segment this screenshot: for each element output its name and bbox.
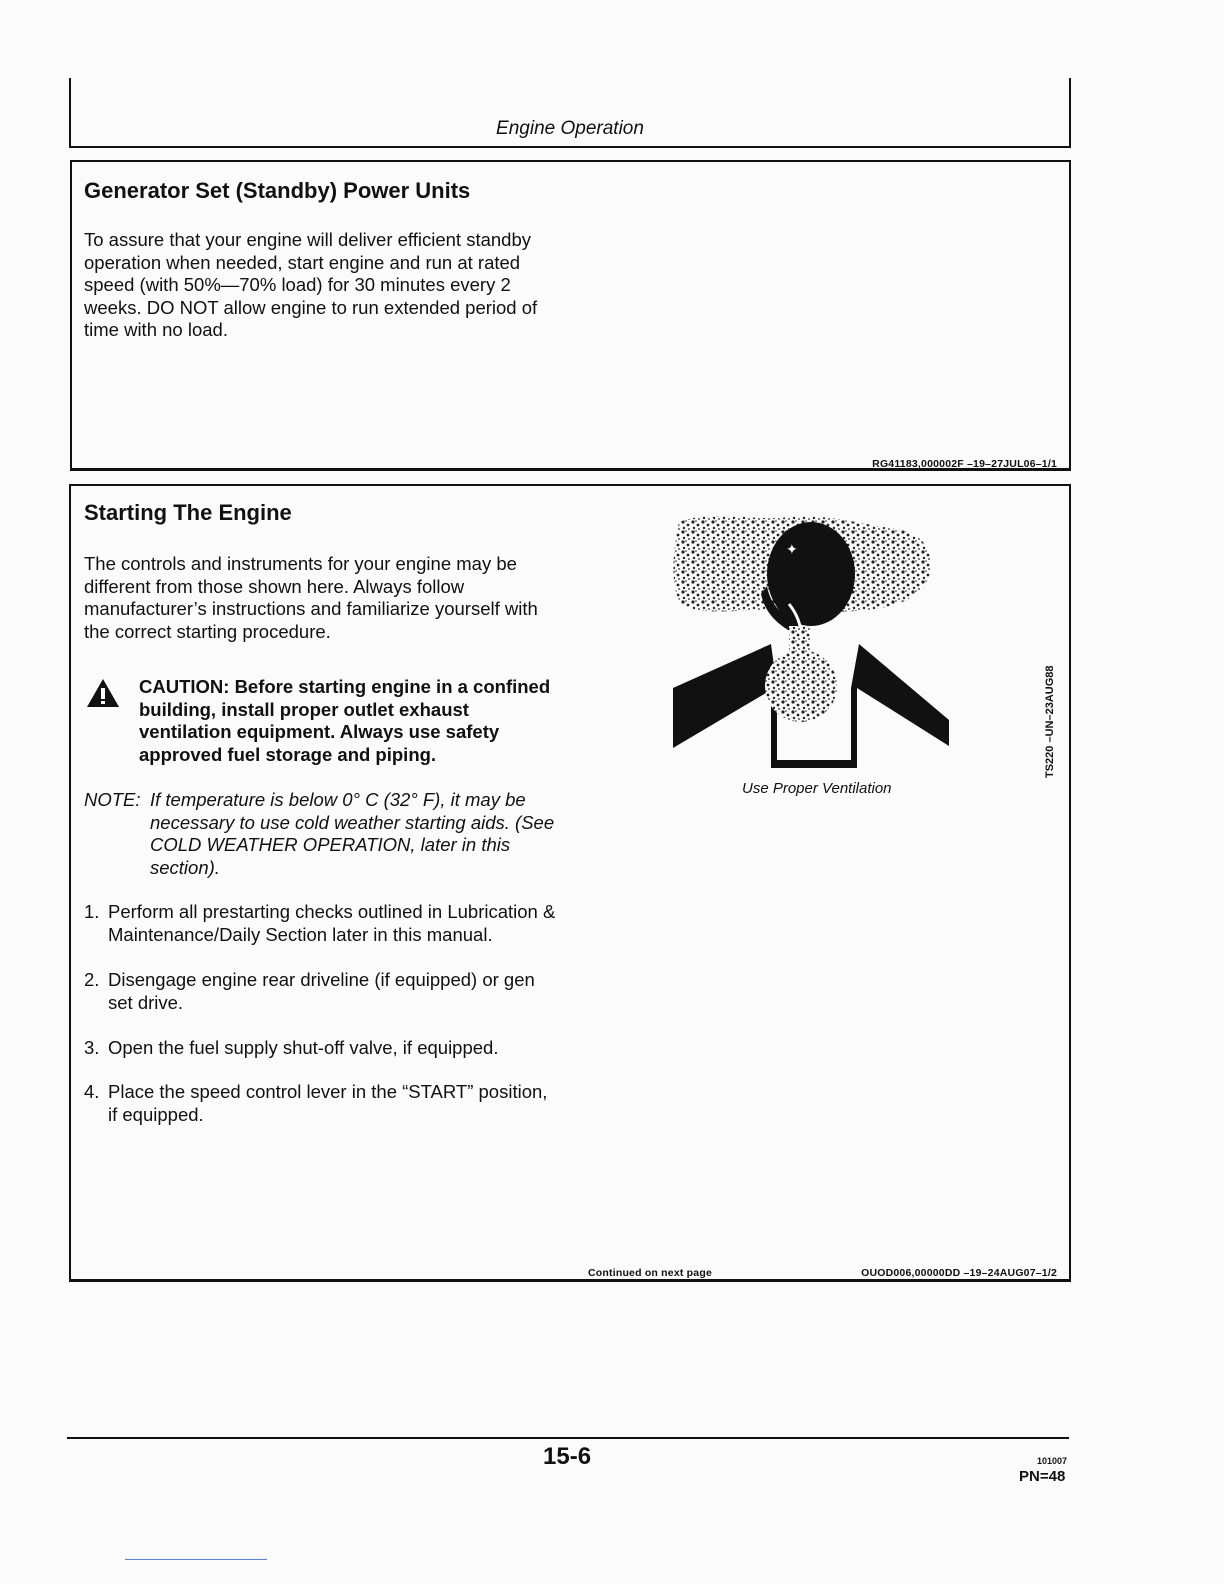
note-line: If temperature is below 0° C (32° F), it may be	[150, 789, 526, 810]
step-line: Disengage engine rear driveline (if equipped) or gen	[108, 969, 535, 990]
step-line: set drive.	[108, 991, 184, 1013]
ventilation-figure	[671, 510, 961, 770]
caution-statement	[139, 676, 589, 766]
step-number: 4.	[84, 1081, 100, 1102]
body-line: speed (with 50%—70% load) for 30 minutes every 2	[84, 274, 511, 295]
body-line: time with no load.	[84, 319, 228, 340]
note-body	[150, 789, 600, 879]
note-label: NOTE:	[84, 789, 141, 810]
step-text	[108, 969, 578, 1014]
svg-text:✦: ✦	[786, 542, 798, 558]
figure-caption: Use Proper Ventilation	[742, 780, 892, 797]
step-text	[108, 1081, 578, 1126]
step-line: Open the fuel supply shut-off valve, if equipped.	[108, 1037, 499, 1058]
pn-label: PN=48	[1019, 1468, 1066, 1485]
intro-line: different from those shown here. Always follow	[84, 575, 465, 597]
intro-line: The controls and instruments for your engine may be	[84, 553, 517, 574]
section-starting-engine	[69, 484, 1071, 1282]
caution-line: building, install proper outlet exhaust	[139, 698, 469, 720]
page-header-title: Engine Operation	[496, 118, 644, 139]
section-generator-set	[70, 160, 1071, 471]
date-code: 101007	[1037, 1456, 1068, 1466]
step-text	[108, 1037, 578, 1060]
intro-line: the correct starting procedure.	[84, 620, 331, 642]
page-number: 15-6	[543, 1443, 592, 1470]
continued-note: Continued on next page	[588, 1267, 712, 1279]
intro-line: manufacturer’s instructions and familiarize yourself with	[84, 598, 538, 619]
body-line: operation when needed, start engine and run at rated	[84, 251, 521, 273]
caution-line: CAUTION: Before starting engine in a confined	[139, 676, 551, 697]
warning-triangle-icon	[86, 678, 120, 708]
header-bottom-rule	[69, 146, 1071, 148]
step-number: 1.	[84, 901, 100, 922]
body-line: weeks. DO NOT allow engine to run extended period of	[84, 296, 538, 318]
note-line: COLD WEATHER OPERATION, later in this	[150, 834, 511, 855]
intro-paragraph	[84, 553, 604, 643]
step-line: Maintenance/Daily Section later in this manual.	[108, 923, 493, 945]
step-line: Perform all prestarting checks outlined in Lubrication &	[108, 901, 556, 922]
step-line: if equipped.	[108, 1103, 204, 1125]
section-title: Generator Set (Standby) Power Units	[84, 178, 471, 203]
body-line: To assure that your engine will deliver efficient standby	[84, 229, 531, 250]
step-number: 2.	[84, 969, 100, 990]
note-line: necessary to use cold weather starting aids. (See	[150, 811, 555, 833]
reference-code: OUOD006,00000DD –19–24AUG07–1/2	[861, 1267, 1057, 1279]
step-number: 3.	[84, 1037, 100, 1058]
note-line: section).	[150, 856, 220, 878]
reference-code: RG41183,000002F –19–27JUL06–1/1	[872, 458, 1057, 470]
step-text	[108, 901, 578, 946]
bottom-scan-mark	[125, 1559, 267, 1560]
step-list	[84, 901, 584, 1141]
section-body	[84, 229, 604, 342]
footer-rule	[67, 1437, 1069, 1439]
caution-line: approved fuel storage and piping.	[139, 743, 437, 765]
section-title: Starting The Engine	[84, 500, 292, 525]
caution-line: ventilation equipment. Always use safety	[139, 721, 500, 742]
figure-id: TS220 –UN–23AUG88	[1044, 665, 1056, 778]
step-line: Place the speed control lever in the “START” position,	[108, 1081, 548, 1102]
